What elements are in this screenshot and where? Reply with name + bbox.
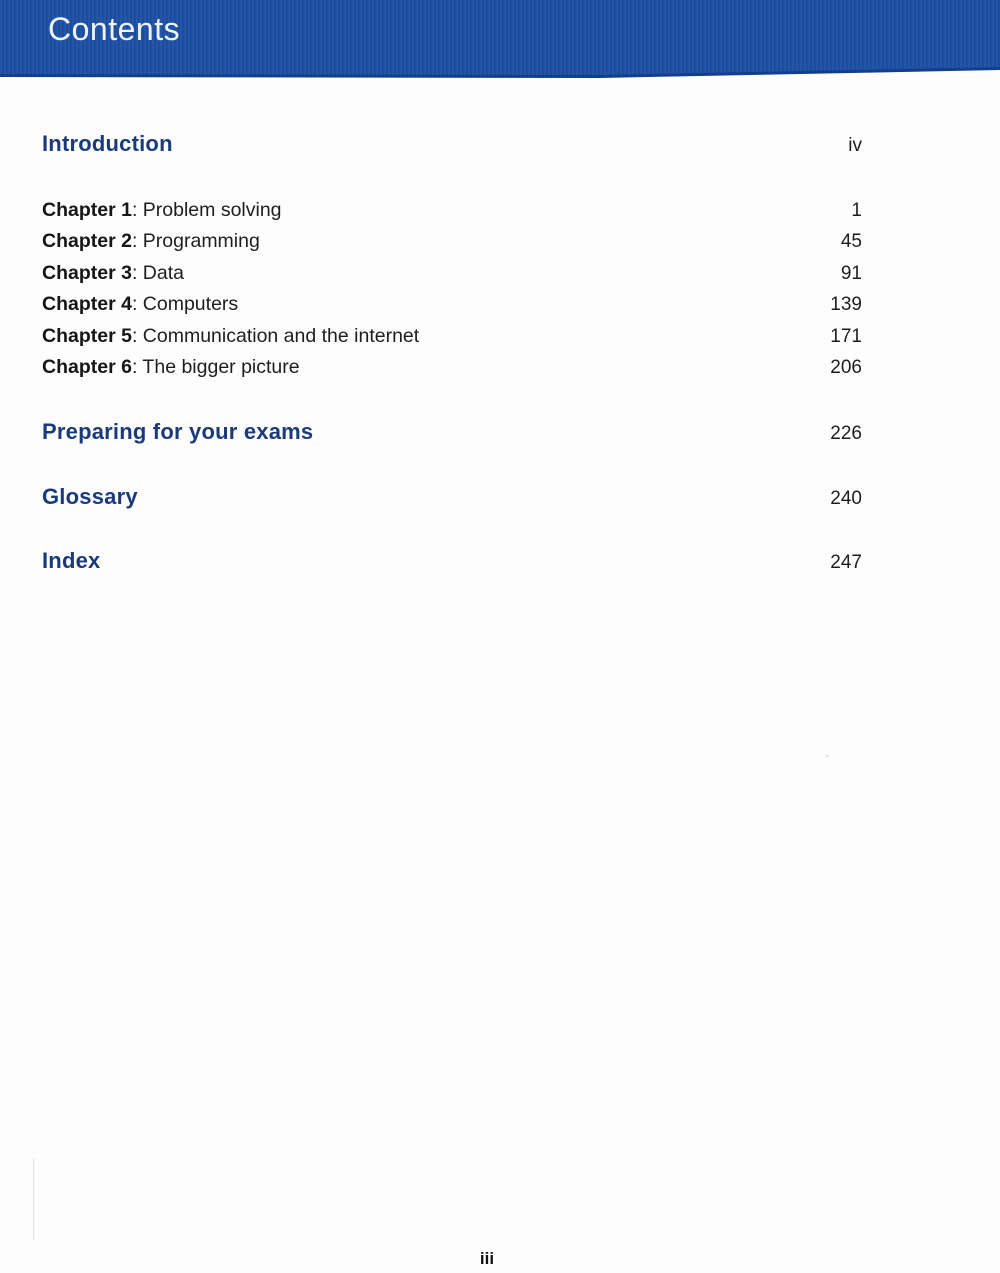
- chapter-title: : Data: [131, 262, 184, 284]
- toc-entry-label: Glossary: [42, 484, 138, 509]
- folio-page-number: iii: [479, 1249, 495, 1268]
- chapter-title: : Problem solving: [131, 199, 282, 221]
- toc-entry-label: [42, 230, 260, 253]
- toc-entry-preparing-for-exams: [42, 419, 862, 445]
- toc-entry-page: 247: [830, 552, 862, 573]
- toc-entry-page: 45: [840, 231, 862, 252]
- toc-entry-page: iv: [848, 135, 862, 156]
- toc-entry-page: 171: [830, 326, 862, 347]
- chapter-title: : Communication and the internet: [131, 325, 420, 347]
- toc-entry-chapter-1: [42, 199, 862, 222]
- page-title: Contents: [48, 11, 181, 47]
- scan-artifact-line: [33, 1158, 34, 1240]
- scan-artifact-speck: [826, 755, 829, 757]
- toc-entry-label: [42, 199, 282, 222]
- toc-entry-label: Introduction: [42, 131, 173, 156]
- chapter-number: Chapter 6: [42, 356, 132, 378]
- chapter-number: Chapter 3: [42, 262, 132, 284]
- toc-entry-page: 1: [851, 200, 862, 221]
- chapter-title: : Programming: [131, 230, 260, 252]
- toc-entry-page: 240: [830, 488, 862, 509]
- toc-entry-chapter-4: [42, 293, 862, 316]
- chapter-title: : Computers: [131, 293, 239, 315]
- toc-entry-page: 206: [830, 357, 862, 378]
- toc-entry-label: Preparing for your exams: [42, 419, 314, 444]
- toc-entry-page: 91: [840, 263, 862, 284]
- toc-entry-chapter-3: [42, 262, 862, 285]
- page-banner: [0, 0, 1000, 84]
- toc-entry-page: 139: [830, 294, 862, 315]
- toc-entry-label: [42, 262, 184, 285]
- toc-entry-label: [42, 325, 419, 348]
- chapter-number: Chapter 4: [42, 293, 132, 315]
- toc-entry-label: Index: [42, 548, 101, 573]
- chapter-number: Chapter 2: [42, 230, 132, 252]
- chapter-title: : The bigger picture: [131, 356, 300, 378]
- toc-entry-page: 226: [830, 423, 862, 444]
- toc-entry-chapter-6: [42, 356, 862, 379]
- toc-entry-introduction: [42, 131, 862, 157]
- toc-entry-label: [42, 293, 238, 316]
- toc-entry-chapter-5: [42, 325, 862, 348]
- chapter-number: Chapter 1: [42, 199, 132, 221]
- toc-entry-glossary: [42, 484, 862, 510]
- toc-entry-chapter-2: [42, 230, 862, 253]
- chapter-number: Chapter 5: [42, 325, 132, 347]
- toc-entry-label: [42, 356, 300, 379]
- toc-entry-index: [42, 548, 862, 574]
